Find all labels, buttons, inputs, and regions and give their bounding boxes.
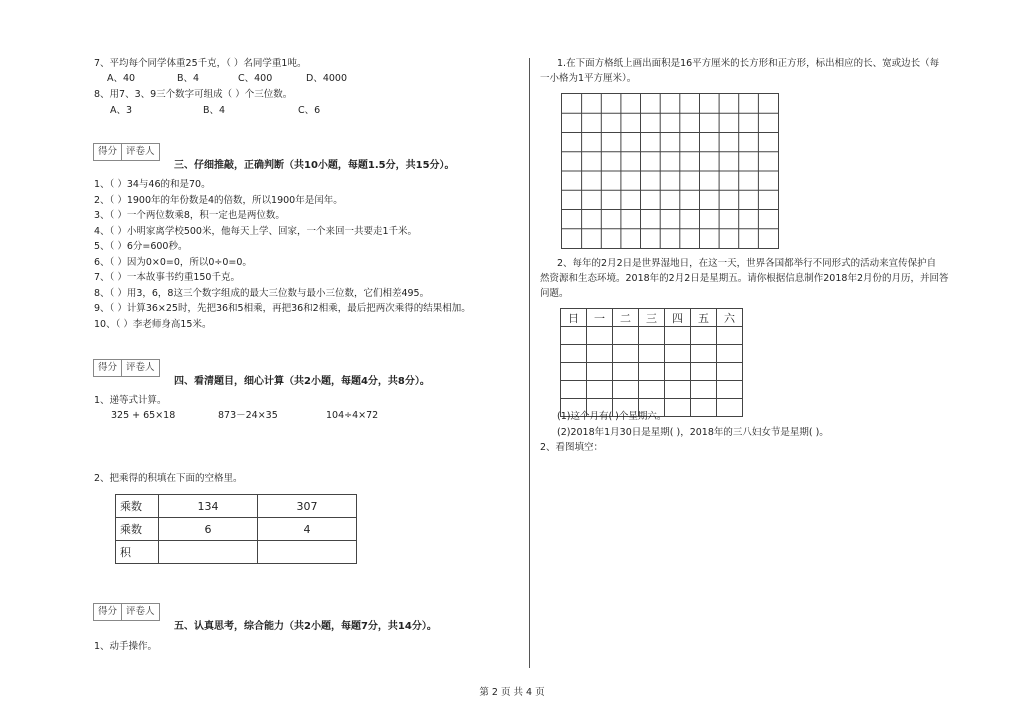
calendar-cell[interactable] [639,381,665,399]
answer-cell[interactable] [258,541,357,564]
calendar-cell[interactable] [587,381,613,399]
score-box-section3 [93,143,160,161]
table-cell: 6 [159,518,258,541]
score-label: 得分 [98,146,118,157]
row-label: 积 [116,541,159,564]
table-row [116,518,357,541]
judge-item-10: 10、（ ）李老师身高15米。 [94,319,212,330]
q8-option-c: C、6 [298,105,321,116]
calendar-cell[interactable] [639,363,665,381]
grid-paper[interactable] [561,93,779,249]
calendar-cell[interactable] [691,381,717,399]
calendar-cell[interactable] [561,381,587,399]
judge-item-1: 1、（ ）34与46的和是70。 [94,179,211,190]
picture-question: 2、看图填空： [540,442,604,453]
score-label: 得分 [98,606,118,617]
calendar-header-row [561,309,743,327]
calendar-cell[interactable] [665,345,691,363]
weekday-header: 六 [717,309,743,327]
question-7: 7、平均每个同学体重25千克，（ ）名同学重1吨。 [94,58,307,69]
calendar-cell[interactable] [665,399,691,417]
table-cell: 134 [159,495,258,518]
calendar-cell[interactable] [717,399,743,417]
weekday-header: 五 [691,309,717,327]
calendar-question-line1: 2、每年的2月2日是世界湿地日，在这一天，世界各国都举行不同形式的活动来宣传保护自 [557,258,937,269]
row-label: 乘数 [116,518,159,541]
calendar-table [560,308,743,417]
calendar-cell[interactable] [665,381,691,399]
calendar-cell[interactable] [691,327,717,345]
calendar-cell[interactable] [587,345,613,363]
score-box-section4 [93,359,160,377]
table-cell: 307 [258,495,357,518]
q7-option-a: A、40 [107,73,136,84]
calendar-cell[interactable] [665,363,691,381]
calendar-cell[interactable] [691,345,717,363]
judge-item-3: 3、（ ）一个两位数乘8，积一定也是两位数。 [94,210,285,221]
operation-question-1: 1、动手操作。 [94,641,158,652]
calendar-cell[interactable] [587,363,613,381]
page-number: 第 2 页 共 4 页 [479,687,545,698]
reviewer-label: 评卷人 [121,604,159,620]
calc-expr-1: 325 + 65×18 [111,410,176,421]
weekday-header: 三 [639,309,665,327]
row-label: 乘数 [116,495,159,518]
calendar-cell[interactable] [691,363,717,381]
section4-title: 四、看清题目，细心计算（共2小题，每题4分，共8分）。 [174,376,430,387]
judge-item-4: 4、（ ）小明家离学校500米，他每天上学、回家，一个来回一共要走1千米。 [94,226,417,237]
grid-question-line2: 一小格为1平方厘米）。 [540,73,637,84]
table-row [116,495,357,518]
calendar-question-line3: 问题。 [540,288,569,299]
calendar-cell[interactable] [717,327,743,345]
calendar-cell[interactable] [561,345,587,363]
calendar-row [561,363,743,381]
q7-option-d: D、4000 [306,73,347,84]
calendar-cell[interactable] [717,363,743,381]
calendar-cell[interactable] [613,381,639,399]
calendar-sub-question-2: (2)2018年1月30日是星期( )，2018年的三八妇女节是星期( )。 [557,427,829,438]
answer-cell[interactable] [159,541,258,564]
weekday-header: 一 [587,309,613,327]
q7-option-c: C、400 [238,73,273,84]
judge-item-6: 6、（ ）因为0×0=0，所以0÷0=0。 [94,257,252,268]
column-divider [529,58,530,668]
judge-item-2: 2、（ ）1900年的年份数是4的倍数，所以1900年是闰年。 [94,195,343,206]
judge-item-8: 8、（ ）用3，6，8这三个数字组成的最大三位数与最小三位数，它们相差495。 [94,288,430,299]
calendar-cell[interactable] [665,327,691,345]
calendar-sub-question-1: (1)这个月有( )个星期六。 [557,411,667,422]
calendar-row [561,381,743,399]
calendar-cell[interactable] [639,345,665,363]
calendar-cell[interactable] [561,363,587,381]
judge-item-5: 5、（ ）6分=600秒。 [94,241,188,252]
calendar-question-line2: 然资源和生态环境。2018年的2月2日是星期五。请你根据信息制作2018年2月份的月历，并回答 [540,273,949,284]
calc-expr-2: 873－24×35 [218,410,278,421]
score-label: 得分 [98,362,118,373]
calc-question-2: 2、把乘得的积填在下面的空格里。 [94,473,243,484]
calendar-cell[interactable] [717,345,743,363]
calc-expr-3: 104÷4×72 [326,410,379,421]
q7-option-b: B、4 [177,73,200,84]
question-8: 8、用7、3、9三个数字可组成（ ）个三位数。 [94,89,293,100]
table-cell: 4 [258,518,357,541]
q8-option-a: A、3 [110,105,133,116]
grid-question-line1: 1.在下面方格纸上画出面积是16平方厘米的长方形和正方形，标出相应的长、宽或边长（每 [557,58,940,69]
judge-item-9: 9、（ ）计算36×25时，先把36和5相乘，再把36和2相乘，最后把两次乘得的结果相加。 [94,303,471,314]
q8-option-b: B、4 [203,105,226,116]
calendar-row [561,345,743,363]
product-table [115,494,357,564]
calendar-cell[interactable] [561,327,587,345]
weekday-header: 四 [665,309,691,327]
calendar-cell[interactable] [639,327,665,345]
reviewer-label: 评卷人 [121,360,159,376]
calendar-cell[interactable] [613,327,639,345]
calendar-cell[interactable] [613,345,639,363]
weekday-header: 二 [613,309,639,327]
reviewer-label: 评卷人 [121,144,159,160]
section5-title: 五、认真思考，综合能力（共2小题，每题7分，共14分）。 [174,621,437,632]
weekday-header: 日 [561,309,587,327]
calendar-cell[interactable] [613,363,639,381]
calendar-cell[interactable] [691,399,717,417]
table-row [116,541,357,564]
calendar-cell[interactable] [587,327,613,345]
judge-item-7: 7、（ ）一本故事书约重150千克。 [94,272,240,283]
section3-title: 三、仔细推敲，正确判断（共10小题，每题1.5分，共15分）。 [174,160,455,171]
score-box-section5 [93,603,160,621]
calendar-row [561,327,743,345]
calc-question-1: 1、递等式计算。 [94,395,167,406]
calendar-cell[interactable] [717,381,743,399]
